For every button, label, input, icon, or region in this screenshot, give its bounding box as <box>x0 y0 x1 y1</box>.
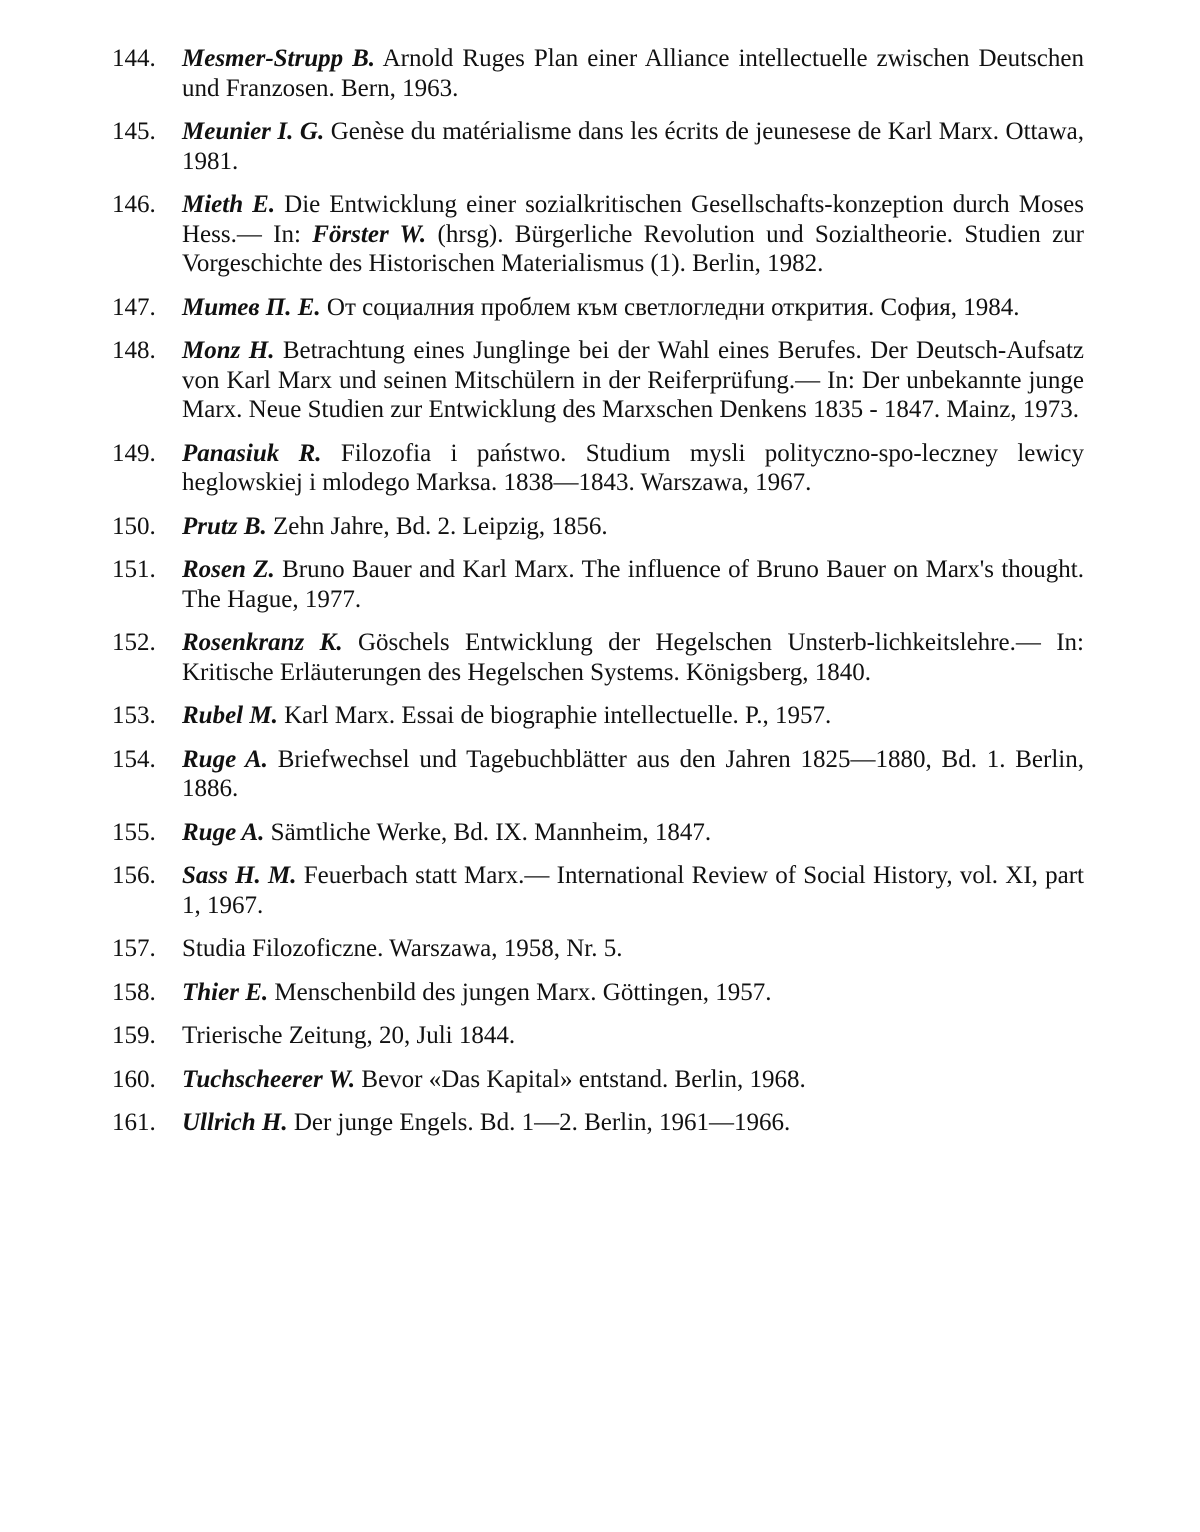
entry-text: Genèse du matérialisme dans les écrits de jeunesese de Karl Marx. Ottawa, 1981. <box>182 118 1085 175</box>
bibliography-entry <box>112 701 1084 731</box>
bibliography-entry <box>112 555 1084 614</box>
entry-author: Monz H. <box>182 337 275 364</box>
entry-number: 148. <box>112 337 156 364</box>
entry-number: 144. <box>112 45 156 72</box>
bibliography-entry <box>112 861 1084 920</box>
bibliography-entry <box>112 934 1084 964</box>
entry-author: Sass H. M. <box>182 862 297 889</box>
entry-number: 159. <box>112 1022 156 1049</box>
entry-number: 151. <box>112 556 156 583</box>
entry-citation <box>182 701 1084 731</box>
bibliography-entry <box>112 190 1084 279</box>
entry-author: Митев П. Е. <box>182 293 321 321</box>
entry-number: 147. <box>112 293 156 321</box>
entry-number: 157. <box>112 935 156 962</box>
entry-text: Bruno Bauer and Karl Marx. The influence of Bruno Bauer on Marx's thought. The Hague, 1977. <box>182 556 1084 613</box>
entry-number: 153. <box>112 702 156 729</box>
entry-number: 160. <box>112 1065 156 1093</box>
entry-citation <box>182 978 1084 1008</box>
entry-citation <box>182 745 1084 804</box>
entry-citation <box>182 293 1084 323</box>
entry-number: 149. <box>112 439 156 467</box>
entry-text: Die Entwicklung einer sozialkritischen Gesellschafts-konzeption durch Moses Hess.— In: <box>182 191 1084 248</box>
entry-citation <box>182 1021 1084 1051</box>
bibliography-entry <box>112 439 1084 498</box>
entry-citation <box>182 512 1084 542</box>
entry-author: Rubel M. <box>182 702 278 729</box>
entry-number: 156. <box>112 862 156 889</box>
entry-text: Karl Marx. Essai de biographie intellectuelle. P., 1957. <box>277 702 832 729</box>
entry-citation <box>182 555 1084 614</box>
entry-text: Studia Filozoficzne. Warszawa, 1958, Nr. 5. <box>182 935 623 962</box>
entry-text: Sämtliche Werke, Bd. IX. Mannheim, 1847. <box>264 818 712 846</box>
entry-citation <box>182 818 1084 848</box>
entry-author: Prutz B. <box>182 512 267 540</box>
entry-author: Ruge A. <box>182 745 268 773</box>
entry-author: Ruge A. <box>182 818 265 846</box>
bibliography-entry <box>112 117 1084 176</box>
bibliography-entry <box>112 628 1084 687</box>
entry-number: 150. <box>112 512 156 540</box>
entry-number: 146. <box>112 191 156 218</box>
bibliography-entry <box>112 336 1084 425</box>
entry-citation <box>182 117 1084 176</box>
entry-author: Ullrich H. <box>182 1109 288 1136</box>
entry-text: Briefwechsel und Tagebuchblätter aus den Jahren 1825—1880, Bd. 1. Berlin, 1886. <box>182 745 1084 802</box>
entry-citation <box>182 439 1084 498</box>
entry-author: Mieth E. <box>182 191 276 218</box>
entry-author: Rosenkranz K. <box>182 629 343 656</box>
entry-author: Meunier I. G. <box>182 118 325 145</box>
entry-author: Rosen Z. <box>182 556 275 583</box>
entry-number: 158. <box>112 978 156 1006</box>
bibliography-entry <box>112 818 1084 848</box>
entry-text: Bevor «Das Kapital» entstand. Berlin, 1968. <box>355 1065 806 1093</box>
entry-number: 155. <box>112 818 156 846</box>
entry-citation <box>182 1108 1084 1138</box>
entry-text: Menschenbild des jungen Marx. Göttingen, 1957. <box>268 978 772 1006</box>
entry-citation <box>182 861 1084 920</box>
entry-text: Feuerbach statt Marx.— International Review of Social History, vol. XI, part 1, 1967. <box>182 862 1084 919</box>
bibliography-entry <box>112 44 1084 103</box>
bibliography-entry <box>112 978 1084 1008</box>
entry-number: 145. <box>112 118 156 145</box>
entry-author: Tuchscheerer W. <box>182 1065 356 1093</box>
entry-number: 154. <box>112 745 156 773</box>
entry-text: Göschels Entwicklung der Hegelschen Unsterb-lichkeitslehre.— In: Kritische Erläuterungen des Hegelschen Systems. Königsberg, 1840. <box>182 629 1084 686</box>
bibliography-entry <box>112 512 1084 542</box>
bibliography-entry <box>112 1108 1084 1138</box>
entry-author: Thier E. <box>182 978 269 1006</box>
entry-text: Arnold Ruges Plan einer Alliance intellectuelle zwischen Deutschen und Franzosen. Bern, 1963. <box>182 45 1085 102</box>
entry-citation <box>182 628 1084 687</box>
entry-text-continued: (hrsg). Bürgerliche Revolution und Sozialtheorie. Studien zur Vorgeschichte des Historischen Materialismus (1). Berlin, 1982. <box>182 220 1085 277</box>
entry-author: Mesmer-Strupp B. <box>182 45 376 72</box>
entry-number: 152. <box>112 629 156 656</box>
entry-author: Panasiuk R. <box>182 439 322 467</box>
bibliography-list <box>112 44 1084 1152</box>
entry-text: Filozofia i państwo. Studium mysli polityczno-spo-leczney lewicy heglowskiej i mlodego Marksa. 1838—1843. Warszawa, 1967. <box>182 439 1085 496</box>
entry-citation <box>182 1065 1084 1095</box>
entry-text: Zehn Jahre, Bd. 2. Leipzig, 1856. <box>266 512 608 540</box>
entry-text: От социалния проблем към светлогледни открития. София, 1984. <box>320 293 1020 321</box>
entry-citation <box>182 190 1084 279</box>
entry-editor: Förster W. <box>312 220 427 248</box>
entry-text: Trierische Zeitung, 20, Juli 1844. <box>182 1022 516 1049</box>
entry-citation <box>182 934 1084 964</box>
entry-citation <box>182 336 1084 425</box>
bibliography-entry <box>112 1021 1084 1051</box>
entry-number: 161. <box>112 1109 156 1136</box>
entry-text: Betrachtung eines Junglinge bei der Wahl eines Berufes. Der Deutsch-Aufsatz von Karl Marx und seinen Mitschülern in der Reiferprüfung.— In: Der unbekannte junge Marx. Neue Studien zur Entwicklung des Marxschen Denkens 1835 - 1847. Mainz, 1973. <box>182 337 1085 423</box>
entry-text: Der junge Engels. Bd. 1—2. Berlin, 1961—1966. <box>287 1109 791 1136</box>
bibliography-entry <box>112 293 1084 323</box>
bibliography-entry <box>112 1065 1084 1095</box>
bibliography-entry <box>112 745 1084 804</box>
entry-citation <box>182 44 1084 103</box>
